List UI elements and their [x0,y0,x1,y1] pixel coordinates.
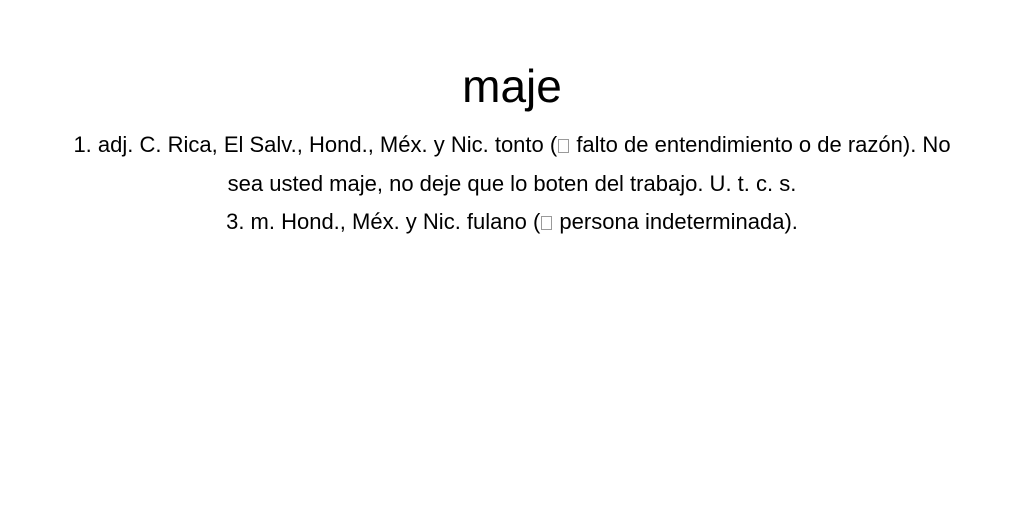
headword-title: maje [462,60,562,112]
sense-3 [70,203,954,242]
definition-block [70,126,954,242]
sense-3-text-start: 3. m. Hond., Méx. y Nic. fulano ( [226,209,541,234]
sense-3-text-end: persona indeterminada). [553,209,798,234]
missing-character-box-icon [541,216,552,230]
missing-character-box-icon [558,139,569,153]
sense-1 [70,126,954,203]
sense-1-text-start: 1. adj. C. Rica, El Salv., Hond., Méx. y Nic. tonto ( [73,132,558,157]
sense-1-text-end: falto de entendimiento o de razón). No sea usted maje, no deje que lo boten del trabajo. U. t. c. s. [227,132,951,196]
